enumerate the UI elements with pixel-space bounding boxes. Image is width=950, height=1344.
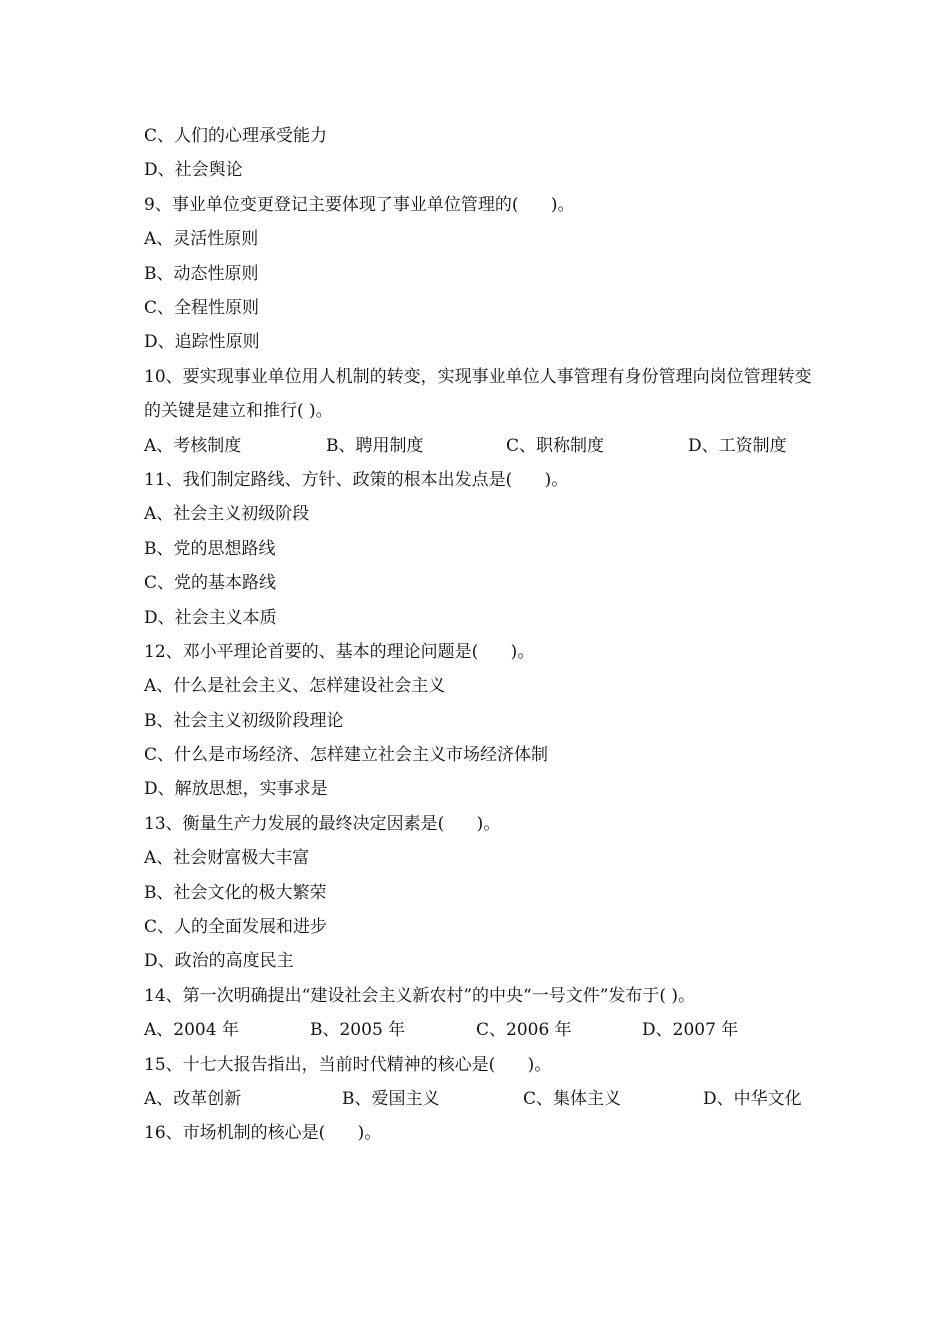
option-line: D、追踪性原则: [144, 332, 260, 353]
option-line: D、解放思想，实事求是: [144, 779, 328, 800]
option-b: B、爱国主义: [342, 1088, 440, 1109]
option-d: D、工资制度: [688, 435, 787, 456]
option-line: A、什么是社会主义、怎样建设社会主义: [144, 676, 446, 697]
option-d: D、中华文化: [703, 1088, 802, 1109]
question-10: 10、要实现事业单位用人机制的转变，实现事业单位人事管理有身份管理向岗位管理转变的关键是建立和推行( )。: [144, 366, 812, 422]
question-13: 13、衡量生产力发展的最终决定因素是( )。: [144, 813, 501, 834]
option-line: B、社会文化的极大繁荣: [144, 882, 327, 903]
option-line: C、什么是市场经济、怎样建立社会主义市场经济体制: [144, 745, 549, 766]
option-a: A、考核制度: [144, 435, 242, 456]
option-d: D、2007 年: [642, 1020, 739, 1041]
option-c: C、职称制度: [506, 435, 605, 456]
question-12: 12、邓小平理论首要的、基本的理论问题是( )。: [144, 641, 535, 662]
option-a: A、2004 年: [144, 1020, 239, 1041]
option-line: B、党的思想路线: [144, 538, 276, 559]
question-15-options: [144, 1082, 814, 1116]
option-line: A、社会主义初级阶段: [144, 504, 310, 525]
option-line: C、人的全面发展和进步: [144, 917, 328, 938]
option-line: A、灵活性原则: [144, 229, 259, 250]
option-c: C、2006 年: [476, 1020, 572, 1041]
question-9: 9、事业单位变更登记主要体现了事业单位管理的( )。: [144, 194, 575, 215]
option-line: D、社会舆论: [144, 160, 243, 181]
option-line: B、动态性原则: [144, 263, 259, 284]
option-line: C、党的基本路线: [144, 573, 277, 594]
option-b: B、2005 年: [310, 1020, 406, 1041]
question-16: 16、市场机制的核心是( )。: [144, 1123, 382, 1144]
question-14: 14、第一次明确提出“建设社会主义新农村”的中央“一号文件”发布于( )。: [144, 985, 696, 1006]
option-line: C、全程性原则: [144, 297, 260, 318]
option-c: C、集体主义: [523, 1088, 622, 1109]
question-11: 11、我们制定路线、方针、政策的根本出发点是( )。: [144, 469, 569, 490]
option-line: C、人们的心理承受能力: [144, 126, 328, 146]
option-line: D、社会主义本质: [144, 607, 277, 628]
question-14-options: [144, 1013, 814, 1047]
question-list: [144, 119, 814, 1151]
option-line: D、政治的高度民主: [144, 951, 294, 972]
question-10-options: [144, 429, 814, 463]
option-line: A、社会财富极大丰富: [144, 848, 310, 869]
option-line: B、社会主义初级阶段理论: [144, 710, 344, 731]
option-b: B、聘用制度: [326, 435, 424, 456]
question-15: 15、十七大报告指出，当前时代精神的核心是( )。: [144, 1054, 552, 1075]
option-a: A、改革创新: [144, 1088, 242, 1109]
